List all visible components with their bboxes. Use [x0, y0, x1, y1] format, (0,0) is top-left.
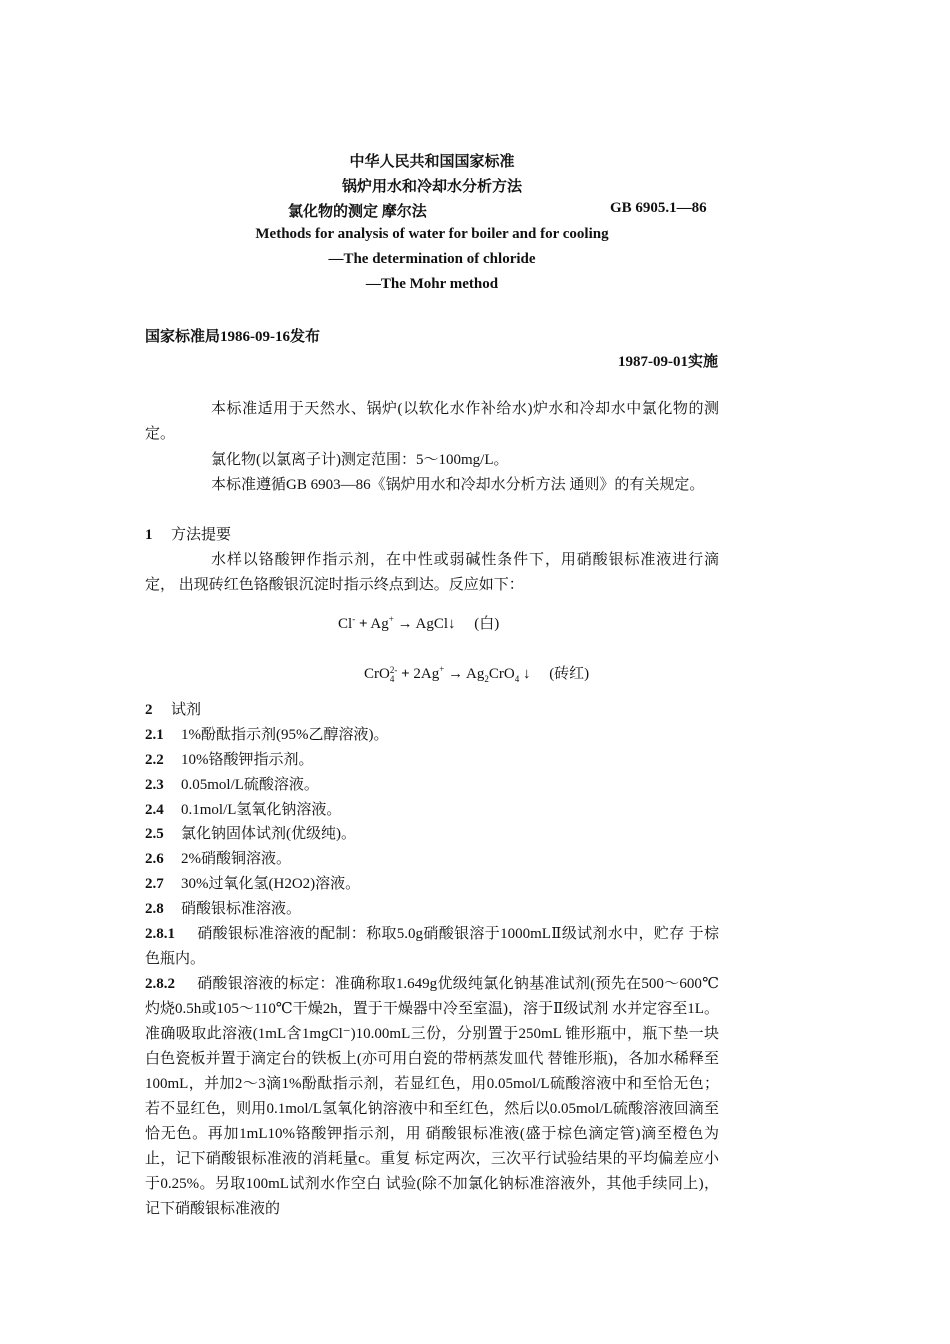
section-title: 试剂 — [171, 702, 202, 718]
subsection-number: 2.8.2 — [145, 976, 175, 992]
section-number: 1 — [145, 527, 153, 543]
section-title: 方法提要 — [171, 527, 232, 543]
english-title-3: —The Mohr method — [365, 276, 499, 292]
item-number: 2.5 — [145, 826, 164, 842]
subsection-number: 2.8.1 — [145, 926, 175, 942]
doc-title-method: 氯化物的测定 摩尔法 — [288, 204, 427, 220]
section-1-heading — [145, 523, 231, 544]
intro-paragraph-3: 本标准遵循GB 6903—86《锅炉用水和冷却水分析方法 通则》的有关规定。 — [211, 477, 705, 493]
reagent-item — [145, 847, 291, 868]
item-number: 2.7 — [145, 876, 164, 892]
item-text: 硝酸银标准溶液。 — [181, 901, 302, 917]
reagent-item — [145, 897, 301, 918]
reaction-1-note: (白) — [474, 616, 500, 632]
doc-title-series: 锅炉用水和冷却水分析方法 — [341, 179, 522, 195]
reagent-item — [145, 773, 319, 794]
reagent-item — [145, 748, 314, 769]
reagent-item — [145, 723, 388, 744]
doc-title-national-standard: 中华人民共和国国家标准 — [349, 154, 515, 170]
item-text: 1%酚酞指示剂(95%乙醇溶液)。 — [181, 727, 389, 743]
item-text: 30%过氧化氢(H2O2)溶液。 — [181, 876, 361, 892]
subsection-2-8-1 — [145, 922, 719, 972]
section-2-heading — [145, 698, 201, 719]
reagent-item — [145, 822, 356, 843]
item-number: 2.8 — [145, 901, 164, 917]
reaction-2-note: (砖红) — [549, 666, 590, 682]
reaction-equation-2: CrO 2- 4 + $2Ag^+ \to Ag_2CrO_4$ ↓ (砖红) — [364, 664, 590, 684]
effective-date: 1987-09-01实施 — [618, 354, 718, 370]
subsection-2-8-2 — [145, 972, 719, 1222]
standard-number: GB 6905.1—86 — [610, 200, 707, 216]
published-date: 国家标准局1986-09-16发布 — [145, 329, 320, 345]
reagent-item — [145, 798, 341, 819]
english-title-2: —The determination of chloride — [328, 251, 536, 267]
english-title-1: Methods for analysis of water for boiler and for cooling — [255, 226, 609, 242]
item-text: 10%铬酸钾指示剂。 — [181, 752, 314, 768]
item-text: 2%硝酸铜溶液。 — [181, 851, 291, 867]
item-number: 2.1 — [145, 727, 164, 743]
subsection-text: 硝酸银溶液的标定：准确称取1.649g优级纯氯化钠基准试剂(预先在500～600℃灼烧0.5h或105～110℃干燥2h，置于干燥器中冷至室温)，溶于Ⅱ级试剂 水并定容至1L。准确吸取此溶液(1mL含1mgCl⁻)10.00mL三份，分别置于250mL 锥形瓶中，瓶下垫一块白色瓷板并置于滴定台的铁板上(亦可用白瓷的带柄蒸发皿代 替锥形瓶)，各加水稀释至100mL，并加2～3滴1%酚酞指示剂，若显红色，用0.05mol/L硫酸溶液中和至恰无色；若不显红色，则用0.1mol/L氢氧化钠溶液中和至红色，然后以0.05mol/L硫酸溶液回滴至恰无色。再加1mL10%铬酸钾指示剂，用 硝酸银标准液(盛于棕色滴定管)滴至橙色为止，记下硝酸银标准液的消耗量c。重复 标定两次，三次平行试验结果的平均偏差应小于0.25%。另取100mL试剂水作空白 试验(除不加氯化钠标准溶液外，其他手续同上)，记下硝酸银标准液的 — [145, 976, 719, 1217]
subsection-text: 硝酸银标准溶液的配制：称取5.0g硝酸银溶于1000mLⅡ级试剂水中，贮存 于棕色瓶内。 — [145, 926, 719, 967]
item-number: 2.6 — [145, 851, 164, 867]
reagent-item — [145, 872, 360, 893]
intro-paragraph-1: 本标准适用于天然水、锅炉(以软化水作补给水)炉水和冷却水中氯化物的测 定。 — [145, 401, 719, 442]
item-text: 0.1mol/L氢氧化钠溶液。 — [181, 802, 342, 818]
item-number: 2.2 — [145, 752, 164, 768]
section-number: 2 — [145, 702, 153, 718]
item-number: 2.4 — [145, 802, 164, 818]
item-text: 0.05mol/L硫酸溶液。 — [181, 777, 319, 793]
item-number: 2.3 — [145, 777, 164, 793]
item-text: 氯化钠固体试剂(优级纯)。 — [181, 826, 356, 842]
intro-paragraph-2: 氯化物(以氯离子计)测定范围：5～100mg/L。 — [211, 452, 509, 468]
reaction-equation-1: Cl- + Ag+ → AgCl↓ (白) — [338, 614, 500, 632]
section-1-text: 水样以铬酸钾作指示剂，在中性或弱碱性条件下，用硝酸银标准液进行滴定， 出现砖红色铬酸银沉淀时指示终点到达。反应如下： — [145, 552, 719, 593]
